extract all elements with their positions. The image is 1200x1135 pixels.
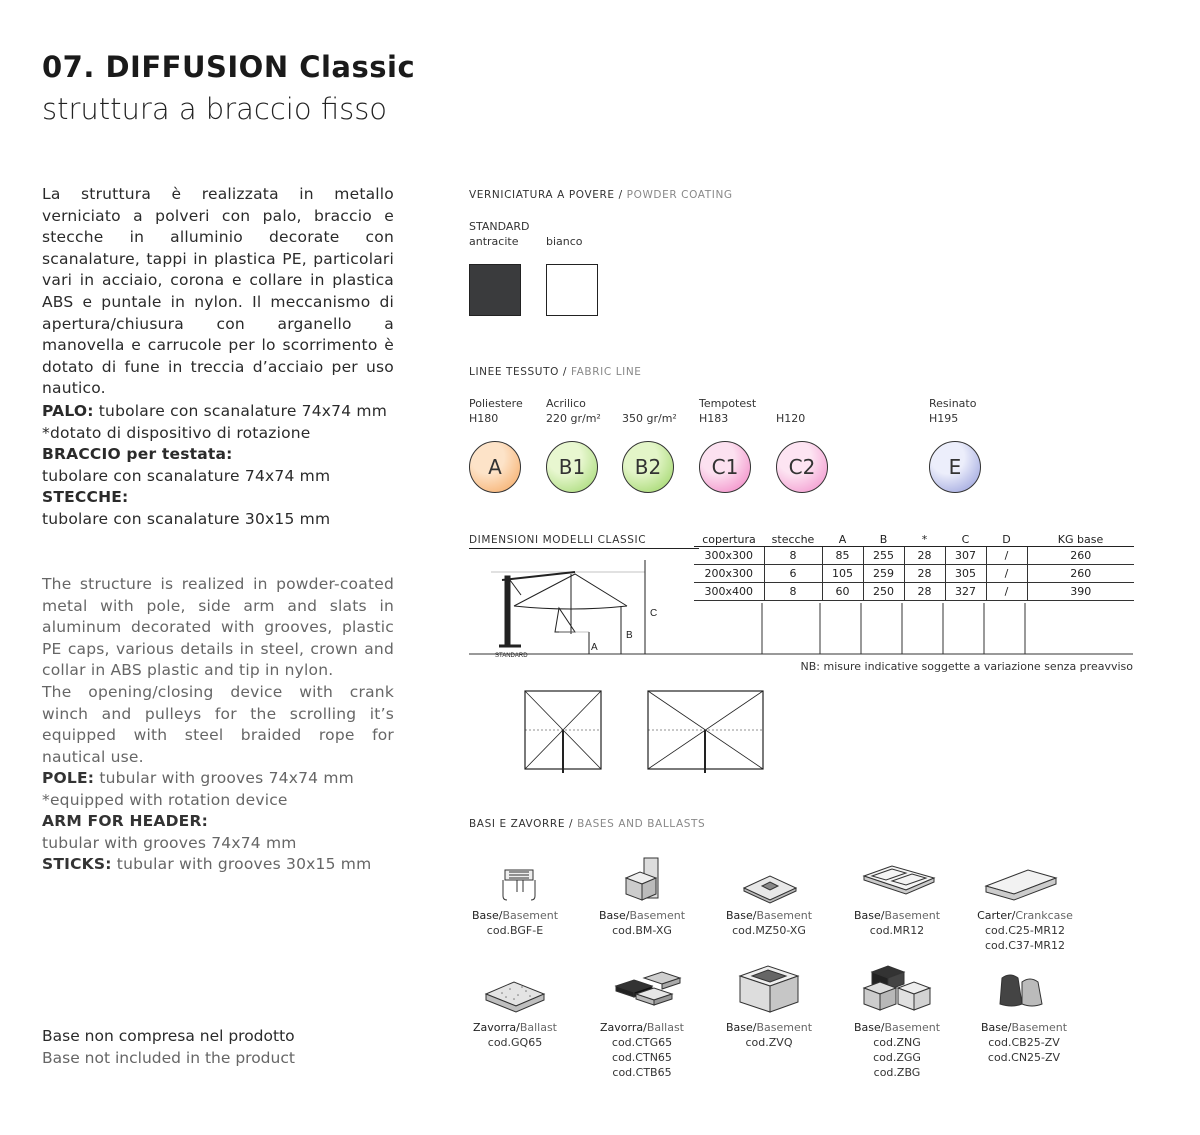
base-item-code: cod.GQ65 bbox=[487, 1036, 543, 1049]
base-item-label-en: Basement bbox=[502, 909, 559, 922]
base-zng-icon bbox=[862, 964, 932, 1014]
base-zvq-icon bbox=[738, 964, 800, 1014]
page-subtitle: struttura a braccio fisso bbox=[42, 92, 388, 126]
specs-italian bbox=[42, 401, 387, 531]
fabric-title-en: FABRIC LINE bbox=[570, 366, 642, 378]
table-cell: / bbox=[986, 565, 1027, 583]
base-item-label-it: Carter/ bbox=[977, 909, 1016, 922]
swatch-label-bianco: bianco bbox=[546, 235, 583, 248]
table-cell: 260 bbox=[1027, 565, 1134, 583]
base-item-label-en: Basement bbox=[1011, 1021, 1068, 1034]
base-item-code: cod.ZGG bbox=[873, 1051, 921, 1064]
table-cell: 390 bbox=[1027, 583, 1134, 601]
acrilico-name: Acrilico bbox=[546, 397, 586, 410]
acrilico-weight-2: 350 gr/m² bbox=[622, 412, 677, 425]
table-cell: / bbox=[986, 583, 1027, 601]
ballast-ctg65-icon bbox=[614, 970, 682, 1008]
fabric-sep: / bbox=[558, 366, 571, 378]
bases-title-it: BASI E ZAVORRE bbox=[469, 818, 566, 830]
spec-pole-label-en: POLE: bbox=[42, 769, 95, 787]
base-item-label-it: Zavorra/ bbox=[599, 1021, 647, 1034]
table-cell: 250 bbox=[863, 583, 904, 601]
diagram-label-standard: STANDARD bbox=[495, 653, 528, 659]
base-item-code: cod.BGF-E bbox=[486, 924, 544, 937]
spec-sticks-value-en: tubular with grooves 30x15 mm bbox=[116, 855, 372, 874]
base-item-label-it: Base/ bbox=[725, 1021, 757, 1034]
base-item-bm-xg bbox=[592, 908, 692, 938]
base-note-en: Base not included in the product bbox=[42, 1048, 295, 1067]
description-english bbox=[42, 574, 394, 768]
table-cell: 60 bbox=[822, 583, 863, 601]
base-item-label-it: Base/ bbox=[471, 909, 503, 922]
top-view-square-diagram bbox=[524, 690, 604, 774]
base-item-label-it: Base/ bbox=[598, 909, 630, 922]
col-header: B bbox=[863, 532, 904, 547]
swatch-antracite bbox=[469, 264, 521, 316]
specs-english bbox=[42, 768, 371, 876]
base-item-label-en: Basement bbox=[756, 909, 813, 922]
base-item-zng bbox=[847, 1020, 947, 1080]
bases-title-en: BASES AND BALLASTS bbox=[577, 818, 706, 830]
powder-title-it: VERNICIATURA A POVERE bbox=[469, 189, 615, 201]
base-item-code: cod.CTG65 bbox=[611, 1036, 673, 1049]
fabric-circle-c2: C2 bbox=[776, 441, 828, 493]
spec-pole-label: PALO: bbox=[42, 402, 94, 420]
table-cell: 28 bbox=[904, 583, 945, 601]
spec-sticks-label: STECCHE: bbox=[42, 488, 129, 507]
base-item-code: cod.CB25-ZV bbox=[988, 1036, 1060, 1049]
base-item-zvq bbox=[719, 1020, 819, 1050]
fabric-circle-a: A bbox=[469, 441, 521, 493]
description-italian: La struttura è realizzata in metallo verniciato a polveri con palo, braccio e stecche in alluminio decorate con scanalature, tappi in plastica PE, particolari vari in acciaio, corona e collare in plastica ABS e puntale in nylon. Il meccanismo di apertura/chiusura con arganello a manovella e carrucole per lo scorrimento è dotato di fune in treccia d’acciaio per uso nautico. bbox=[42, 185, 394, 398]
spec-arm-value-en: tubular with grooves 74x74 mm bbox=[42, 833, 297, 852]
table-cell: 200x300 bbox=[694, 565, 764, 583]
table-cell: 300x300 bbox=[694, 547, 764, 565]
table-cell: 305 bbox=[945, 565, 986, 583]
table-cell: 6 bbox=[764, 565, 822, 583]
dimensions-note: NB: misure indicative soggette a variazione senza preavviso bbox=[800, 660, 1133, 673]
table-cell: 8 bbox=[764, 583, 822, 601]
base-item-label-en: Basement bbox=[884, 1021, 941, 1034]
base-item-label-it: Base/ bbox=[980, 1021, 1012, 1034]
col-header: * bbox=[904, 532, 945, 547]
base-item-label-it: Base/ bbox=[853, 1021, 885, 1034]
carter-crankcase-icon bbox=[984, 866, 1058, 902]
table-cell: 28 bbox=[904, 547, 945, 565]
base-item-code: cod.ZNG bbox=[873, 1036, 921, 1049]
fabric-group-acrilico bbox=[546, 396, 601, 426]
bases-sep: / bbox=[565, 818, 578, 830]
base-item-code: cod.CN25-ZV bbox=[987, 1051, 1061, 1064]
base-cb25-zv-icon bbox=[996, 970, 1046, 1010]
ballast-gq65-icon bbox=[484, 978, 546, 1014]
table-cell: 307 bbox=[945, 547, 986, 565]
powder-sep: / bbox=[614, 189, 627, 201]
spec-arm-label: BRACCIO per testata: bbox=[42, 445, 233, 464]
base-item-label-en: Ballast bbox=[646, 1021, 684, 1034]
resinato-code: H195 bbox=[929, 412, 959, 425]
table-cell: 8 bbox=[764, 547, 822, 565]
fabric-group-resinato bbox=[929, 396, 976, 426]
top-view-rectangle-diagram bbox=[647, 690, 765, 774]
base-note bbox=[42, 1026, 295, 1069]
base-item-cb25-zv bbox=[974, 1020, 1074, 1065]
spec-pole-value-en: tubular with grooves 74x74 mm bbox=[99, 769, 354, 787]
spec-arm-value: tubolare con scanalature 74x74 mm bbox=[42, 466, 331, 485]
base-item-gq65 bbox=[465, 1020, 565, 1050]
base-item-code: cod.BM-XG bbox=[612, 924, 672, 937]
base-bgf-e-icon bbox=[497, 866, 543, 908]
base-item-code: cod.ZBG bbox=[873, 1066, 921, 1079]
col-header: C bbox=[945, 532, 986, 547]
base-item-bgf-e bbox=[465, 908, 565, 938]
spec-sticks-label-en: STICKS: bbox=[42, 855, 112, 874]
base-item-code: cod.C25-MR12 bbox=[984, 924, 1066, 937]
base-item-carter bbox=[968, 908, 1082, 953]
base-item-label-it: Base/ bbox=[725, 909, 757, 922]
spec-pole-note-en: *equipped with rotation device bbox=[42, 790, 288, 809]
diagram-label-c: C bbox=[650, 608, 658, 619]
base-note-it: Base non compresa nel prodotto bbox=[42, 1027, 295, 1045]
tempotest-name: Tempotest bbox=[699, 397, 757, 410]
base-item-label-en: Basement bbox=[629, 909, 686, 922]
acrilico-weight-1: 220 gr/m² bbox=[546, 412, 601, 425]
diagram-label-b: B bbox=[626, 630, 633, 641]
powder-coating-heading bbox=[469, 189, 733, 201]
tempotest-code-2: H120 bbox=[776, 412, 806, 425]
base-item-label-en: Basement bbox=[756, 1021, 813, 1034]
base-mz50-xg-icon bbox=[742, 872, 798, 904]
base-item-code: cod.MZ50-XG bbox=[732, 924, 806, 937]
table-cell: 300x400 bbox=[694, 583, 764, 601]
fabric-line-heading bbox=[469, 366, 642, 378]
dimensions-heading: DIMENSIONI MODELLI CLASSIC bbox=[469, 534, 647, 546]
table-cell: 327 bbox=[945, 583, 986, 601]
table-cell: 85 bbox=[822, 547, 863, 565]
table-cell: 255 bbox=[863, 547, 904, 565]
description-english-1: The structure is realized in powder-coated metal with pole, side arm and slats in aluminum decorated with grooves, plastic PE caps, various details in steel, crown and collar in ABS plastic and tip in nylon. bbox=[42, 575, 394, 680]
powder-title-en: POWDER COATING bbox=[626, 189, 733, 201]
base-item-code: cod.ZVQ bbox=[745, 1036, 793, 1049]
fabric-circle-e: E bbox=[929, 441, 981, 493]
base-item-label-it: Zavorra/ bbox=[472, 1021, 520, 1034]
base-bm-xg-icon bbox=[622, 856, 664, 902]
tempotest-code-1: H183 bbox=[699, 412, 729, 425]
spec-pole-note: *dotato di dispositivo di rotazione bbox=[42, 423, 311, 442]
table-cell: / bbox=[986, 547, 1027, 565]
base-item-ctg65 bbox=[592, 1020, 692, 1080]
base-item-code: cod.MR12 bbox=[869, 924, 925, 937]
base-item-mr12 bbox=[847, 908, 947, 938]
fabric-group-poliestere bbox=[469, 396, 523, 426]
spec-pole-value: tubolare con scanalature 74x74 mm bbox=[98, 402, 388, 420]
fabric-circle-b2: B2 bbox=[622, 441, 674, 493]
fabric-title-it: LINEE TESSUTO bbox=[469, 366, 559, 378]
fabric-circle-b1: B1 bbox=[546, 441, 598, 493]
col-header: D bbox=[986, 532, 1027, 547]
col-header: A bbox=[822, 532, 863, 547]
table-cell: 28 bbox=[904, 565, 945, 583]
base-item-code: cod.CTN65 bbox=[612, 1051, 672, 1064]
base-mr12-icon bbox=[862, 864, 936, 900]
resinato-name: Resinato bbox=[929, 397, 977, 410]
base-item-code: cod.CTB65 bbox=[612, 1066, 672, 1079]
spec-sticks-value: tubolare con scanalature 30x15 mm bbox=[42, 509, 331, 528]
col-header: copertura bbox=[694, 532, 764, 547]
col-header: stecche bbox=[764, 532, 822, 547]
umbrella-side-view-diagram bbox=[469, 560, 669, 660]
base-item-label-en: Basement bbox=[884, 909, 941, 922]
base-item-mz50-xg bbox=[719, 908, 819, 938]
base-item-label-it: Base/ bbox=[853, 909, 885, 922]
bases-heading bbox=[469, 818, 705, 830]
col-header: KG base bbox=[1027, 532, 1134, 547]
table-cell: 259 bbox=[863, 565, 904, 583]
table-cell: 260 bbox=[1027, 547, 1134, 565]
poliestere-code: H180 bbox=[469, 412, 499, 425]
description-english-2: The opening/closing device with crank winch and pulleys for the scrolling it’s equipped with steel braided rope for nautical use. bbox=[42, 682, 394, 766]
page-title: 07. DIFFUSION Classic bbox=[42, 50, 416, 84]
dimensions-header-row bbox=[694, 532, 1134, 547]
fabric-group-tempotest bbox=[699, 396, 756, 426]
swatch-label-antracite: antracite bbox=[469, 235, 519, 248]
spec-arm-label-en: ARM FOR HEADER: bbox=[42, 812, 208, 831]
standard-label: STANDARD bbox=[469, 220, 530, 233]
diagram-label-a: A bbox=[591, 642, 598, 653]
poliestere-name: Poliestere bbox=[469, 397, 523, 410]
base-item-code: cod.C37-MR12 bbox=[984, 939, 1066, 952]
swatch-bianco bbox=[546, 264, 598, 316]
base-item-label-en: Crankcase bbox=[1015, 909, 1073, 922]
table-cell: 105 bbox=[822, 565, 863, 583]
fabric-circle-c1: C1 bbox=[699, 441, 751, 493]
base-item-label-en: Ballast bbox=[519, 1021, 557, 1034]
